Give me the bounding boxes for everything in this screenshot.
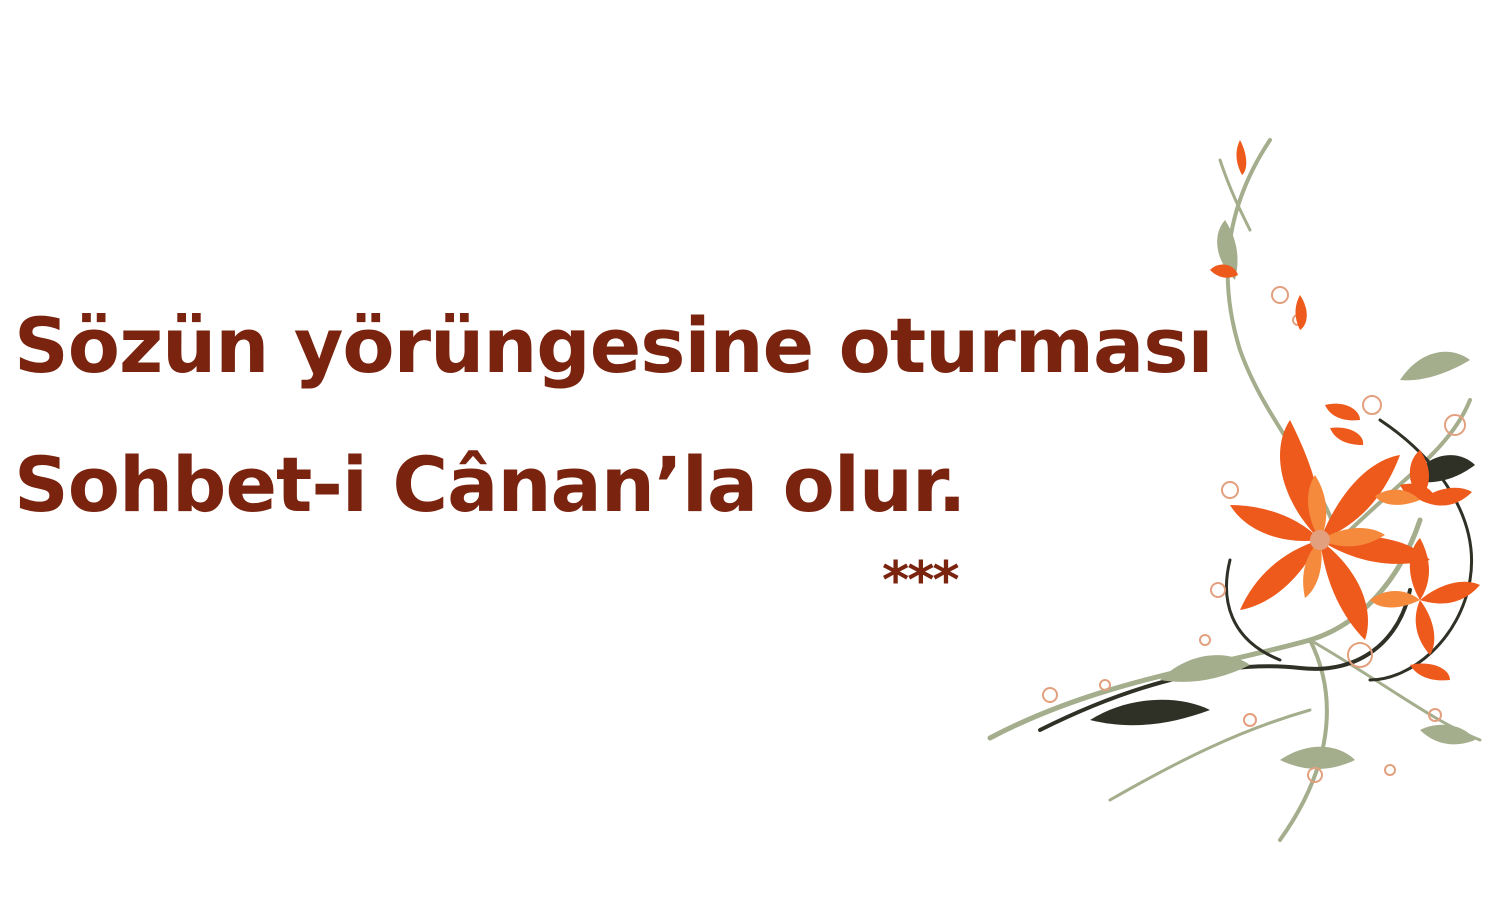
bud bbox=[1410, 663, 1450, 680]
leaf-1 bbox=[1160, 655, 1250, 682]
leaf-6 bbox=[1090, 700, 1210, 725]
floral-ornament-icon bbox=[980, 120, 1500, 860]
asterisk-separator: *** bbox=[882, 551, 958, 611]
bubble-ring bbox=[1200, 635, 1210, 645]
main-blossom bbox=[1230, 420, 1430, 640]
leaf-3 bbox=[1280, 747, 1355, 769]
bud bbox=[1236, 140, 1246, 175]
bubble-ring bbox=[1385, 765, 1395, 775]
bubble-ring bbox=[1222, 482, 1238, 498]
bubble-ring bbox=[1272, 287, 1288, 303]
bud bbox=[1330, 427, 1363, 445]
quote-line-1: Sözün yörüngesine oturması bbox=[14, 301, 1213, 390]
bubble-ring bbox=[1244, 714, 1256, 726]
quote-line-2: Sohbet-i Cânan’la olur. bbox=[14, 440, 966, 529]
leaf-5 bbox=[1420, 725, 1475, 745]
leaf-2 bbox=[1400, 352, 1470, 381]
bubble-ring bbox=[1043, 688, 1057, 702]
vine-bottom bbox=[1310, 640, 1480, 740]
bud bbox=[1325, 404, 1360, 421]
bubble-ring bbox=[1211, 583, 1225, 597]
bubble-ring bbox=[1363, 396, 1381, 414]
bubble-ring bbox=[1100, 680, 1110, 690]
